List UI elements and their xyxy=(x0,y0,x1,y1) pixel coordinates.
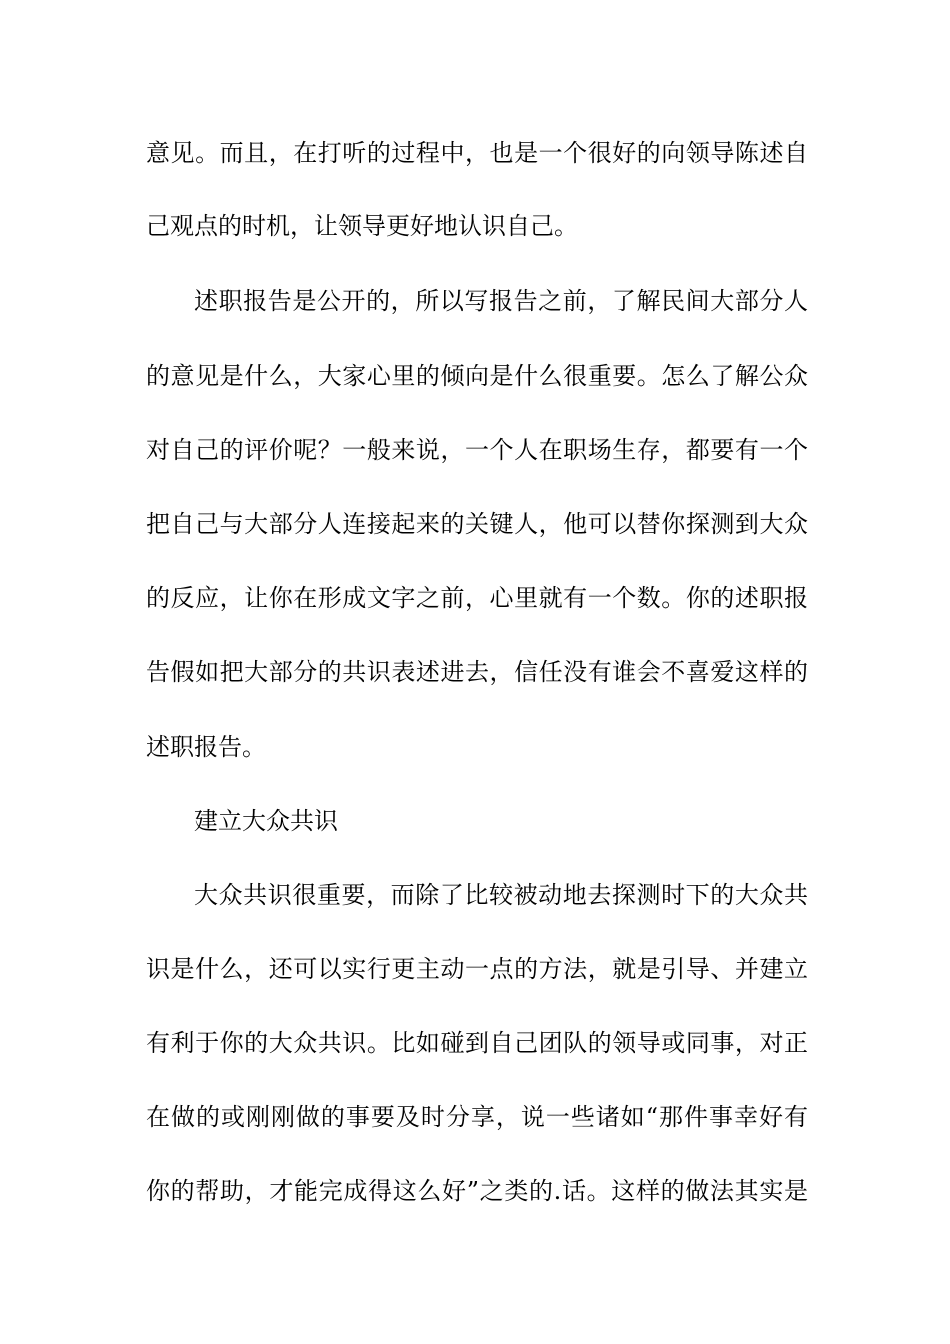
text-line-5: 对自己的评价呢？一般来说，一个人在职场生存，都要有一个 xyxy=(146,436,808,464)
text-line-4: 的意见是什么，大家心里的倾向是什么很重要。怎么了解公众 xyxy=(146,362,808,390)
text-line-11: 大众共识很重要，而除了比较被动地去探测时下的大众共 xyxy=(194,881,808,909)
text-line-15: 你的帮助，才能完成得这么好”之类的.话。这样的做法其实是 xyxy=(146,1177,808,1205)
text-line-6: 把自己与大部分人连接起来的关键人，他可以替你探测到大众 xyxy=(146,510,808,538)
text-line-1: 意见。而且，在打听的过程中，也是一个很好的向领导陈述自 xyxy=(146,139,808,167)
section-heading: 建立大众共识 xyxy=(194,807,338,835)
text-line-2: 己观点的时机，让领导更好地认识自己。 xyxy=(146,212,578,240)
text-line-14: 在做的或刚刚做的事要及时分享，说一些诸如“那件事幸好有 xyxy=(146,1103,808,1131)
text-line-7: 的反应，让你在形成文字之前，心里就有一个数。你的述职报 xyxy=(146,584,808,612)
text-line-13: 有利于你的大众共识。比如碰到自己团队的领导或同事，对正 xyxy=(146,1029,808,1057)
text-line-12: 识是什么，还可以实行更主动一点的方法，就是引导、并建立 xyxy=(146,955,808,983)
text-line-8: 告假如把大部分的共识表述进去，信任没有谁会不喜爱这样的 xyxy=(146,658,808,686)
text-line-3: 述职报告是公开的，所以写报告之前，了解民间大部分人 xyxy=(194,287,808,315)
text-line-9: 述职报告。 xyxy=(146,733,266,761)
